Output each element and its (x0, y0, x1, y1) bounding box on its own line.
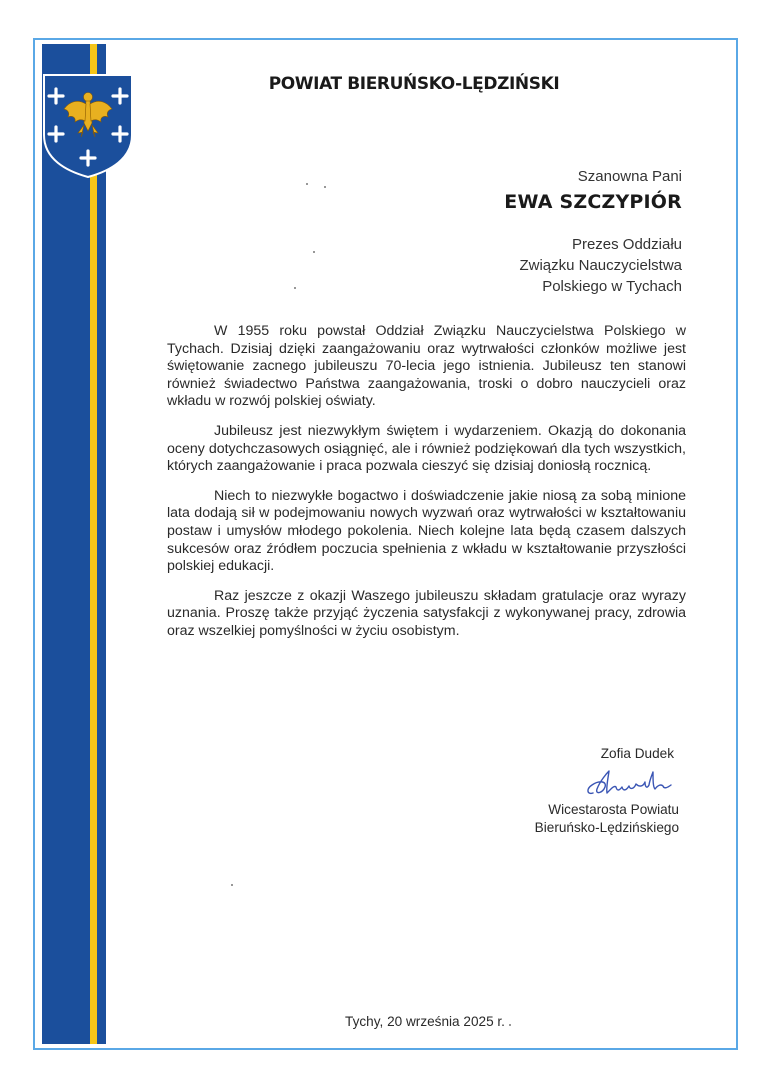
signer-title-line: Wicestarosta Powiatu (548, 802, 679, 817)
place-date: Tychy, 20 września 2025 r. (345, 1014, 505, 1029)
scan-speck (509, 1024, 511, 1026)
signer-title-line: Bieruńsko-Lędzińskiego (534, 820, 679, 835)
recipient-block (504, 168, 682, 213)
position-line: Polskiego w Tychach (542, 278, 682, 295)
scan-speck (294, 287, 296, 289)
body-paragraph: Raz jeszcze z okazji Waszego jubileuszu składam gratulacje oraz wyrazy uznania. Proszę także przyjąć życzenia satysfakcji z wykonywanej pracy, zdrowia oraz wszelkiej pomyślności w życiu osobistym. (167, 587, 686, 639)
body-paragraph: Niech to niezwykłe bogactwo i doświadczenie jakie niosą za sobą minione lata dodają sił w podejmowaniu nowych wyzwań oraz wytrwałości w kształtowaniu postaw i umysłów młodego pokolenia. Niech kolejne lata będą czasem dalszych sukcesów oraz źródłem poczucia spełnienia z wkładu w kształtowanie przyszłości polskiej edukacji. (167, 487, 686, 575)
letter-body (167, 323, 686, 653)
body-paragraph: W 1955 roku powstał Oddział Związku Nauczycielstwa Polskiego w Tychach. Dzisiaj dzięki zaangażowaniu oraz wytrwałości członków możliwe jest świętowanie zacnego jubileuszu 70-lecia jego istnienia. Jubileusz ten stanowi również świadectwo Państwa zaangażowania, troski o dobro nauczycieli oraz wkładu w rozwój polskiej oświaty. (167, 323, 686, 410)
recipient-name: EWA SZCZYPIÓR (504, 191, 682, 213)
scan-speck (313, 251, 315, 253)
scan-speck (306, 183, 308, 185)
recipient-position (519, 234, 682, 297)
scan-speck (231, 884, 233, 886)
blue-stripe-narrow (97, 44, 106, 1044)
signature-block (535, 745, 679, 837)
signer-name: Zofia Dudek (600, 746, 674, 761)
blue-stripe (42, 44, 90, 1044)
body-paragraph: Jubileusz jest niezwykłym świętem i wydarzeniem. Okazją do dokonania oceny dotychczasowych osiągnięć, ale i również podziękowań dla tych wszystkich, których zaangażowanie i praca pozwala cieszyć się dzisiaj doniosłą rocznicą. (167, 422, 686, 475)
yellow-stripe (90, 44, 97, 1044)
salutation: Szanowna Pani (577, 168, 682, 185)
position-line: Prezes Oddziału (571, 236, 682, 253)
header-title: POWIAT BIERUŃSKO-LĘDZIŃSKI (268, 74, 560, 94)
position-line: Związku Nauczycielstwa (519, 257, 682, 274)
scan-speck (324, 186, 326, 188)
handwritten-signature-icon (583, 767, 679, 799)
